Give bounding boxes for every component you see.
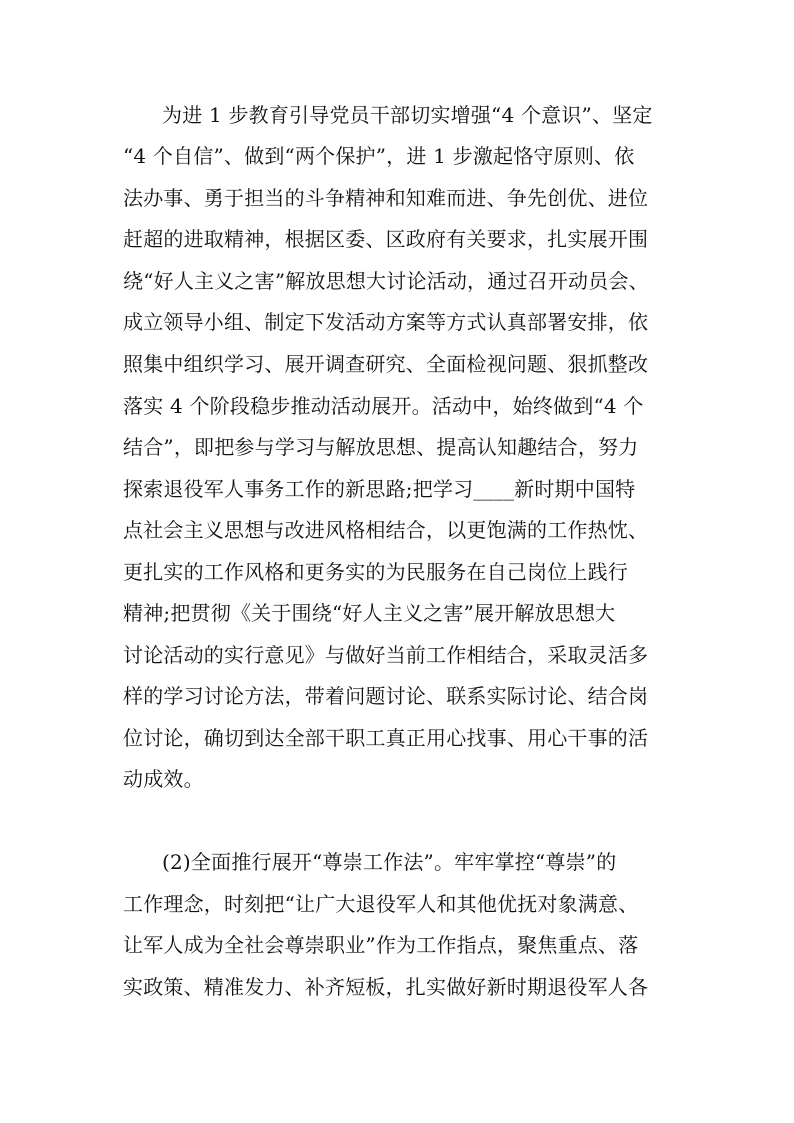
paragraph-1-line-14: 讨论活动的实行意见》与做好当前工作相结合，采取灵活多 — [123, 643, 649, 667]
paragraph-1-line-6: 成立领导小组、制定下发活动方案等方式认真部署安排，依 — [123, 310, 649, 334]
paragraph-2-line-1: (2)全面推行展开“尊崇工作法”。牢牢掌控“尊崇”的 — [162, 850, 617, 874]
paragraph-1-line-13: 精神;把贯彻《关于围绕“好人主义之害”展开解放思想大 — [123, 601, 616, 625]
paragraph-1-line-11: 点社会主义思想与改进风格相结合，以更饱满的工作热忱、 — [123, 518, 649, 542]
paragraph-1-line-1: 为进 1 步教育引导党员干部切实增强“4 个意识”、坚定 — [162, 103, 653, 127]
paragraph-1-line-3: 法办事、勇于担当的斗争精神和知难而进、争先创优、进位 — [123, 186, 649, 210]
paragraph-1-line-8: 落实 4 个阶段稳步推动活动展开。活动中，始终做到“4 个 — [123, 394, 644, 418]
paragraph-1-line-12: 更扎实的工作风格和更务实的为民服务在自己岗位上践行 — [123, 560, 628, 584]
paragraph-1-line-2: “4 个自信”、做到“两个保护”，进 1 步激起恪守原则、依 — [123, 144, 635, 168]
paragraph-1-line-5: 绕“好人主义之害”解放思想大讨论活动，通过召开动员会、 — [123, 269, 649, 293]
paragraph-2-line-4: 实政策、精准发力、补齐短板，扎实做好新时期退役军人各 — [123, 975, 649, 999]
paragraph-1-line-7: 照集中组织学习、展开调查研究、全面检视问题、狠抓整改 — [123, 352, 649, 376]
paragraph-1-line-9: 结合”，即把参与学习与解放思想、提高认知趣结合，努力 — [123, 435, 639, 459]
paragraph-1-line-4: 赶超的进取精神，根据区委、区政府有关要求，扎实展开围 — [123, 227, 649, 251]
paragraph-1-line-17: 动成效。 — [123, 767, 204, 791]
paragraph-1-line-16: 位讨论，确切到达全部干职工真正用心找事、用心干事的活 — [123, 726, 649, 750]
paragraph-2-line-2: 工作理念，时刻把“让广大退役军人和其他优抚对象满意、 — [123, 892, 639, 916]
paragraph-1-line-10: 探索退役军人事务工作的新思路;把学习____新时期中国特 — [123, 477, 636, 501]
paragraph-2-line-3: 让军人成为全社会尊崇职业”作为工作指点，聚焦重点、落 — [123, 933, 639, 957]
paragraph-1-line-15: 样的学习讨论方法，带着问题讨论、联系实际讨论、结合岗 — [123, 684, 649, 708]
